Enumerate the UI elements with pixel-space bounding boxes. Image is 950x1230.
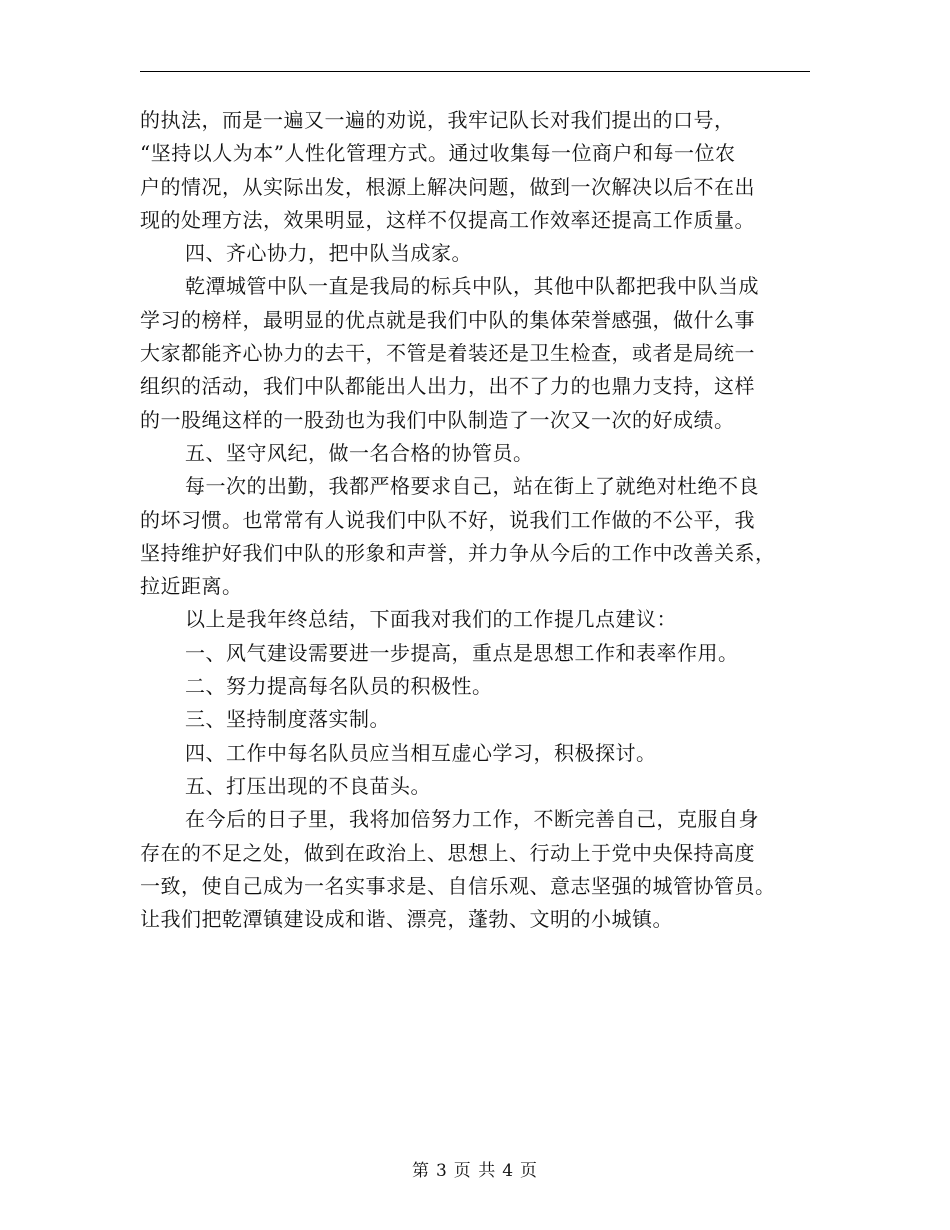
page-footer [0, 1156, 950, 1181]
section-heading: 五、坚守风纪，做一名合格的协管员。 [185, 440, 534, 465]
text-line: 每一次的出勤，我都严格要求自己，站在街上了就绝对杜绝不良 [185, 474, 759, 499]
footer-suffix: 页 [520, 1161, 539, 1181]
document-body [140, 104, 812, 936]
text-line: 学习的榜样，最明显的优点就是我们中队的集体荣誉感强，做什么事 [140, 307, 755, 332]
text-line: 存在的不足之处，做到在政治上、思想上、行动上于党中央保持高度 [140, 840, 755, 865]
suggestion-item: 三、坚持制度落实制。 [185, 707, 390, 732]
suggestion-item: 五、打压出现的不良苗头。 [185, 773, 431, 798]
text-line: 坚持维护好我们中队的形象和声誉，并力争从今后的工作中改善关系， [140, 540, 776, 565]
text-line: 的执法，而是一遍又一遍的劝说，我牢记队长对我们提出的口号， [140, 108, 735, 132]
text-line: 的一股绳这样的一股劲也为我们中队制造了一次又一次的好成绩。 [140, 407, 735, 432]
suggestion-item: 二、努力提高每名队员的积极性。 [185, 674, 493, 699]
text-line: “坚持以人为本”人性化管理方式。通过收集每一位商户和每一位农 [140, 141, 736, 166]
suggestion-item: 四、工作中每名队员应当相互虚心学习，积极探讨。 [185, 740, 657, 765]
section-heading: 四、齐心协力，把中队当成家。 [185, 241, 472, 266]
text-line: 一致，使自己成为一名实事求是、自信乐观、意志坚强的城管协管员。 [140, 873, 776, 898]
footer-prefix: 第 [411, 1161, 430, 1181]
suggestion-item: 一、风气建设需要进一步提高，重点是思想工作和表率作用。 [185, 640, 739, 665]
text-line: 以上是我年终总结，下面我对我们的工作提几点建议： [185, 607, 677, 632]
text-line: 让我们把乾潭镇建设成和谐、漂亮，蓬勃、文明的小城镇。 [140, 907, 673, 932]
footer-middle: 页 共 [453, 1161, 497, 1181]
text-line: 拉近距离。 [140, 574, 243, 599]
text-line: 组织的活动，我们中队都能出人出力，出不了力的也鼎力支持，这样 [140, 374, 755, 399]
header-rule [140, 71, 810, 72]
text-line: 乾潭城管中队一直是我局的标兵中队，其他中队都把我中队当成 [185, 274, 759, 299]
text-line: 在今后的日子里，我将加倍努力工作，不断完善自己，克服自身 [185, 807, 759, 832]
current-page-number: 3 [435, 1161, 448, 1181]
text-line: 大家都能齐心协力的去干，不管是着装还是卫生检查，或者是局统一 [140, 341, 755, 366]
total-pages-number: 4 [502, 1161, 515, 1181]
text-line: 的坏习惯。也常常有人说我们中队不好，说我们工作做的不公平，我 [140, 507, 755, 532]
text-line: 现的处理方法，效果明显，这样不仅提高工作效率还提高工作质量。 [140, 207, 755, 232]
text-line: 户的情况，从实际出发，根源上解决问题，做到一次解决以后不在出 [140, 174, 755, 199]
